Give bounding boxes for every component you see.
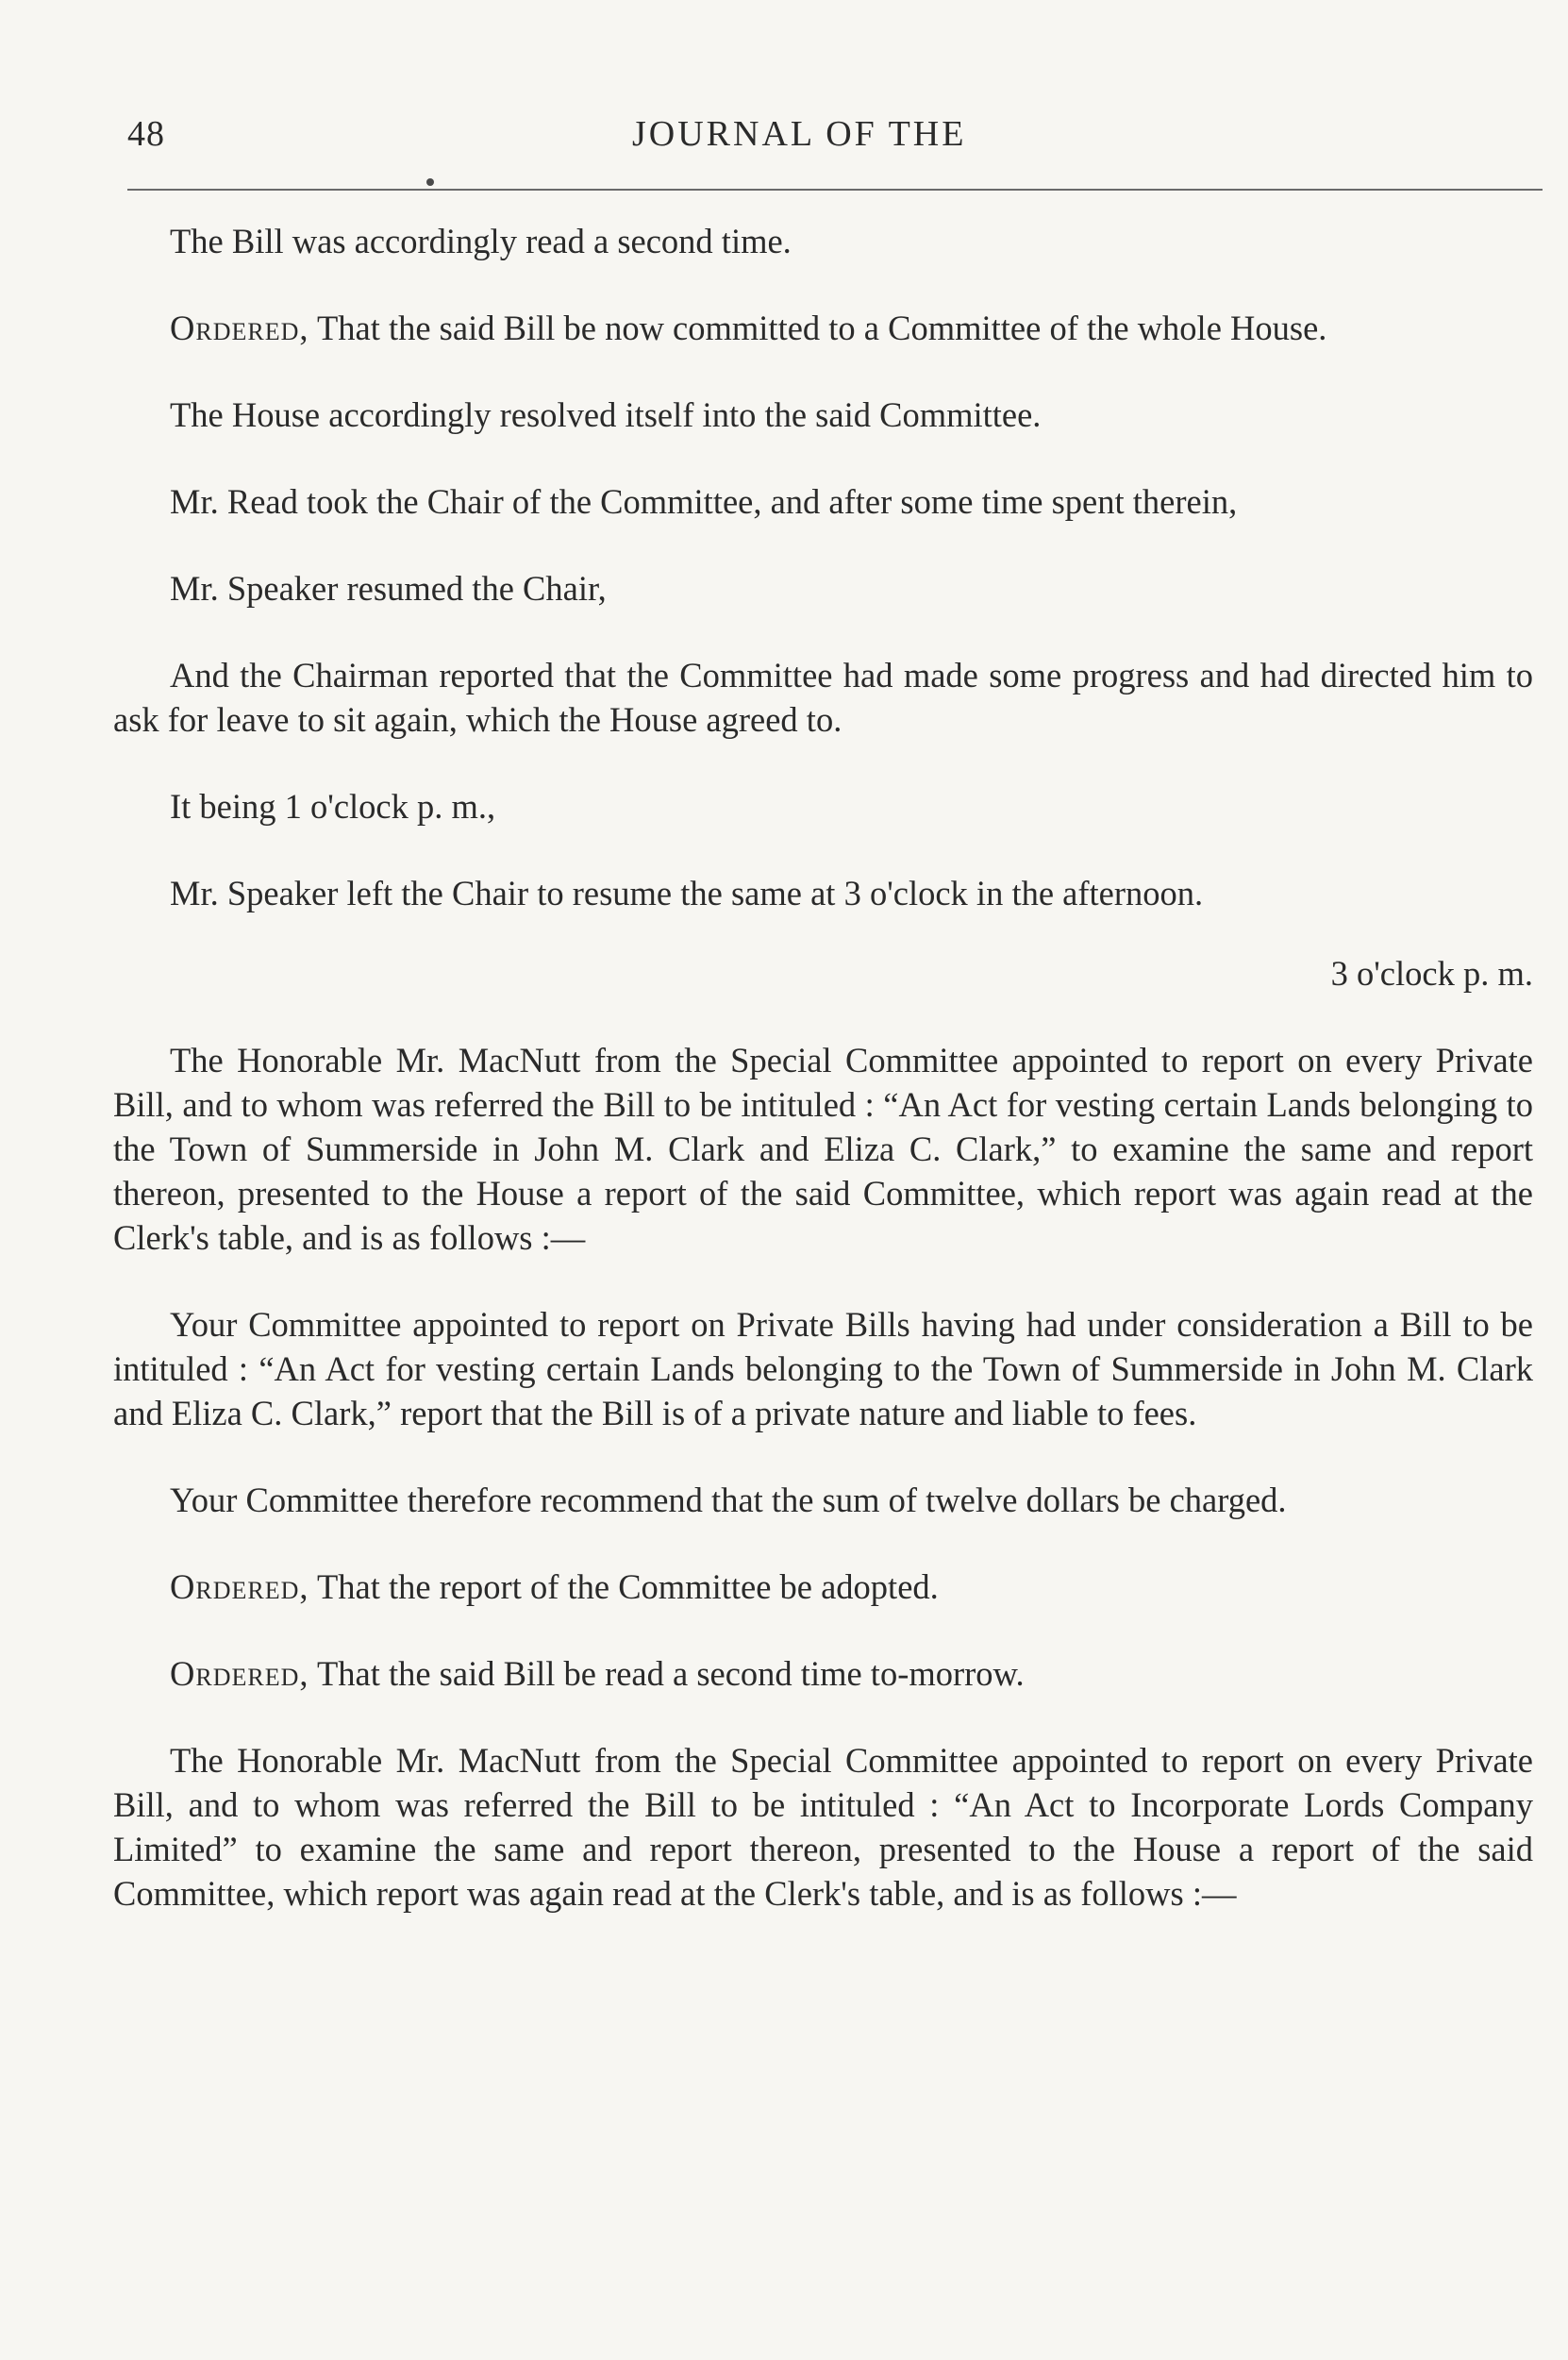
page-header — [127, 113, 1543, 170]
rule-mark — [426, 178, 434, 186]
paragraph-second-reading: The Bill was accordingly read a second time. — [170, 222, 792, 260]
paragraph-ordered-second-reading: Ordered, That the said Bill be read a second time to-morrow. — [170, 1654, 1025, 1693]
paragraph-chairman-reported: And the Chairman reported that the Committee had made some progress and had directed him to ask for leave to sit again, which the House agreed to. — [113, 656, 1533, 739]
paragraph-macnutt-summerside: The Honorable Mr. MacNutt from the Special Committee appointed to report on every Private Bill, and to whom was referred the Bill to be intituled : “An Act for vesting certain Lands belonging to the Town of Summerside in John M. Clark and Eliza C. Clark,” to examine the same and report thereon, presented to the House a report of the said Committee, which report was again read at the Clerk's table, and is as follows :— — [113, 1041, 1533, 1257]
paragraph-chair-taken: Mr. Read took the Chair of the Committee, and after some time spent therein, — [170, 482, 1238, 521]
paragraph-house-resolved: The House accordingly resolved itself into the said Committee. — [170, 395, 1042, 434]
page-number: 48 — [127, 114, 165, 154]
paragraph-ordered-adopted: Ordered, That the report of the Committee be adopted. — [170, 1567, 939, 1606]
ordered-lead: Ordered, — [170, 309, 309, 347]
ordered-lead: Ordered, — [170, 1567, 309, 1606]
paragraph-macnutt-lords-company: The Honorable Mr. MacNutt from the Special Committee appointed to report on every Private Bill, and to whom was referred the Bill to be intituled : “An Act to Incorporate Lords Company Limited” to examine the same and report thereon, presented to the House a report of the said Committee, which report was again read at the Clerk's table, and is as follows :— — [113, 1741, 1533, 1913]
paragraph-speaker-resumed: Mr. Speaker resumed the Chair, — [170, 569, 607, 608]
header-rule — [127, 189, 1543, 191]
body-text — [113, 219, 1533, 1958]
ordered-lead: Ordered, — [170, 1654, 309, 1693]
paragraph-ordered-committed: Ordered, That the said Bill be now committed to a Committee of the whole House. — [170, 309, 1327, 347]
paragraph-recommend-fees: Your Committee therefore recommend that the sum of twelve dollars be charged. — [170, 1481, 1287, 1519]
paragraph-time-one: It being 1 o'clock p. m., — [170, 787, 496, 826]
paragraph-time-three: 3 o'clock p. m. — [1330, 954, 1533, 993]
paragraph-speaker-left: Mr. Speaker left the Chair to resume the same at 3 o'clock in the afternoon. — [170, 874, 1204, 912]
paragraph-committee-report: Your Committee appointed to report on Private Bills having had under consideration a Bill to be intituled : “An Act for vesting certain Lands belonging to the Town of Summerside in John M. Clark and Eliza C. Clark,” report that the Bill is of a private nature and liable to fees. — [113, 1305, 1533, 1432]
running-title: JOURNAL OF THE — [632, 114, 967, 154]
